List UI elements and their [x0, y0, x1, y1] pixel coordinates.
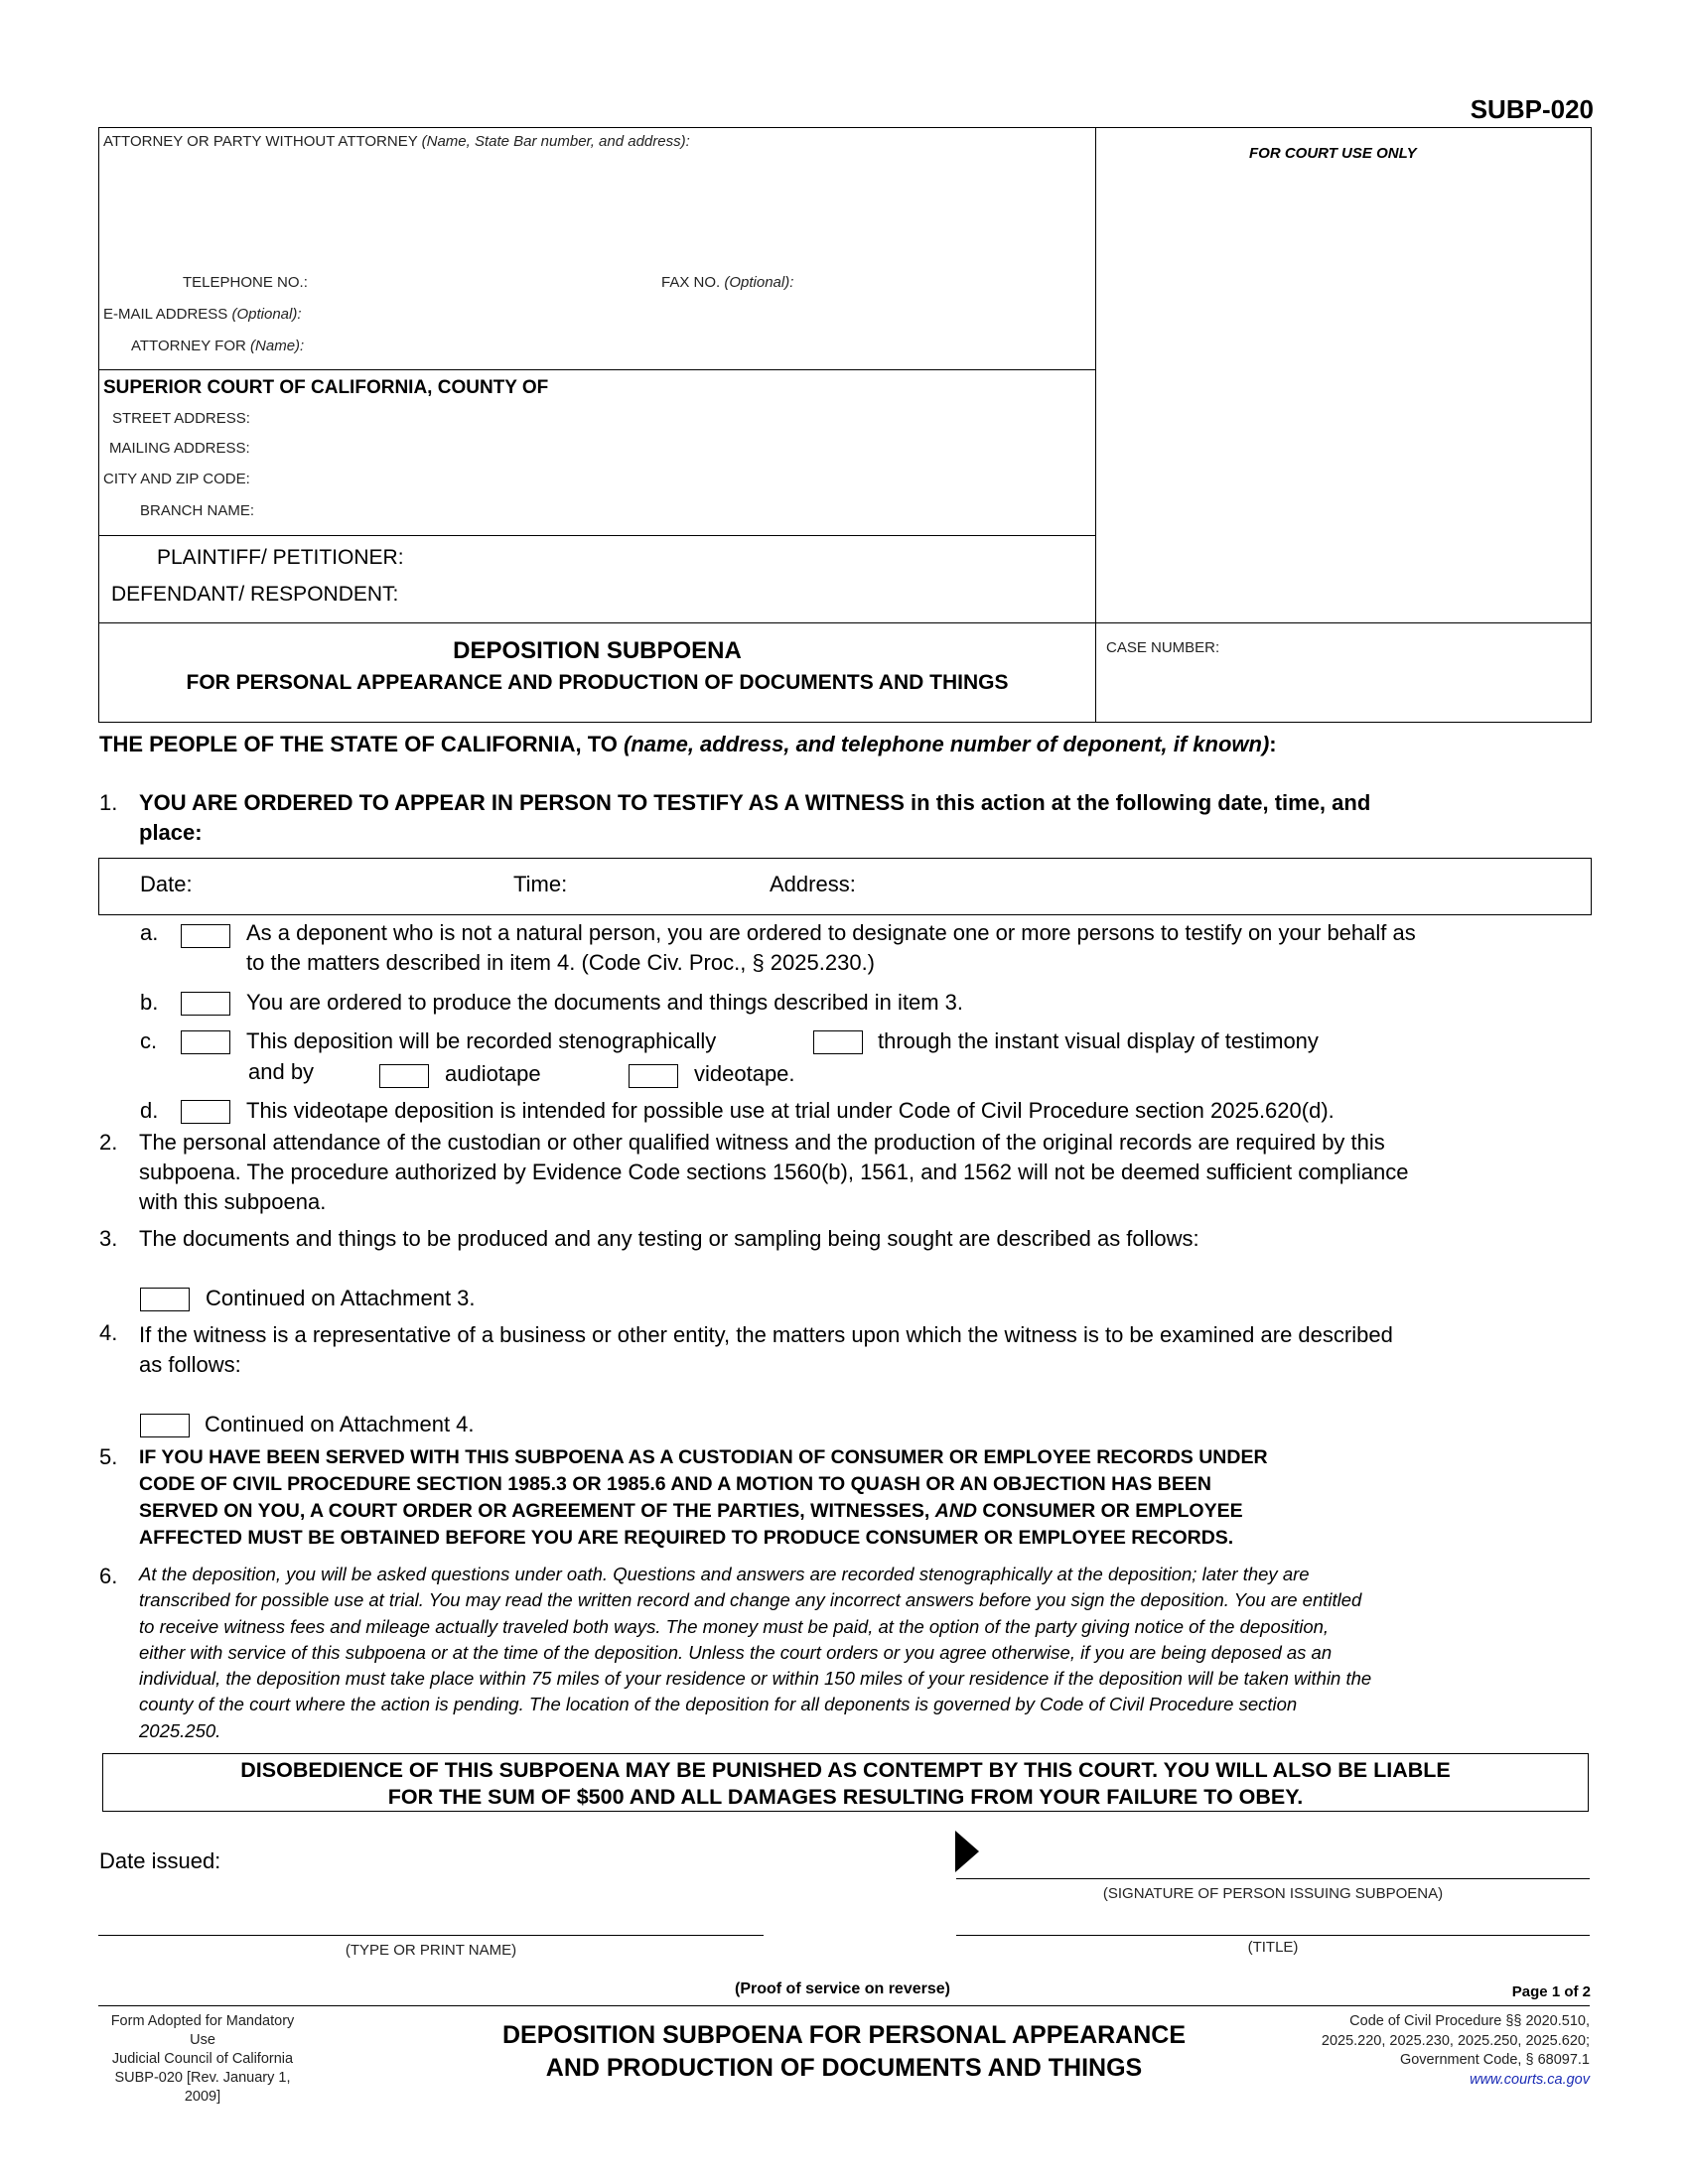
item1-number: 1.	[99, 790, 118, 815]
signature-label: (SIGNATURE OF PERSON ISSUING SUBPOENA)	[1102, 1885, 1444, 1902]
print-name-line[interactable]	[98, 1935, 764, 1936]
print-name-label: (TYPE OR PRINT NAME)	[345, 1942, 517, 1959]
item4-line1: If the witness is a representative of a business or other entity, the matters upon which the witness is to be examined are described	[139, 1322, 1393, 1347]
item6-text: At the deposition, you will be asked questions under oath. Questions and answers are recorded stenographically at the deposition; later they are transcribed for possible use at trial. You may read the written record and change any incorrect answers before you sign the deposition. You are entitled to receive witness fees and mileage actually traveled both ways. The money must be paid, at the option of the party giving notice of the deposition, either with service of this subpoena or at the time of the deposition. Unless the court orders or you agree otherwise, if you are being deposed as an individual, the deposition must take place within 75 miles of your residence or within 150 miles of your residence if the deposition will be taken within the county of the court where the action is pending. The location of the deposition for all deponents is governed by Code of Civil Procedure section 2025.250.	[139, 1564, 1372, 1741]
footer-divider	[98, 2005, 1590, 2006]
attorney-label: ATTORNEY OR PARTY WITHOUT ATTORNEY (Name, State Bar number, and address):	[103, 133, 690, 150]
date-label: Date:	[140, 872, 193, 896]
item4-number: 4.	[99, 1320, 118, 1345]
audiotape-label: audiotape	[445, 1061, 541, 1086]
item5-text: IF YOU HAVE BEEN SERVED WITH THIS SUBPOENA AS A CUSTODIAN OF CONSUMER OR EMPLOYEE RECORDS UNDER CODE OF CIVIL PROCEDURE SECTION 1985.3 OR 1985.6 AND A MOTION TO QUASH OR AN OBJECTION HAS BEEN SERVED ON YOU, A COURT ORDER OR AGREEMENT OF THE PARTIES, WITNESSES, AND CONSUMER OR EMPLOYEE AFFECTED MUST BE OBTAINED BEFORE YOU ARE REQUIRED TO PRODUCE CONSUMER OR EMPLOYEE RECORDS.	[139, 1446, 1268, 1549]
item4-line2: as follows:	[139, 1352, 241, 1377]
attachment3-checkbox[interactable]	[140, 1288, 190, 1311]
item1d-checkbox[interactable]	[181, 1100, 230, 1124]
item3-text: The documents and things to be produced and any testing or sampling being sought are described as follows:	[139, 1226, 1199, 1251]
videotape-checkbox[interactable]	[629, 1064, 678, 1088]
attachment4-checkbox[interactable]	[140, 1414, 190, 1437]
item1-line2: place:	[139, 820, 203, 845]
item2-line1: The personal attendance of the custodian or other qualified witness and the production of the original records are required by this	[139, 1130, 1385, 1155]
item1b-checkbox[interactable]	[181, 992, 230, 1016]
footer-title: DEPOSITION SUBPOENA FOR PERSONAL APPEARANCE AND PRODUCTION OF DOCUMENTS AND THINGS	[501, 2021, 1187, 2082]
date-issued-label: Date issued:	[99, 1848, 221, 1873]
item1c-checkbox[interactable]	[181, 1030, 230, 1054]
warning-text: DISOBEDIENCE OF THIS SUBPOENA MAY BE PUNISHED AS CONTEMPT BY THIS COURT. YOU WILL ALSO BE LIABLE FOR THE SUM OF $500 AND ALL DAMAGES RESULTING FROM YOUR FAILURE TO OBEY.	[240, 1758, 1451, 1809]
item1d-text: This videotape deposition is intended for possible use at trial under Code of Civil Procedure section 2025.620(d).	[246, 1098, 1335, 1123]
form-id: SUBP-020	[1470, 94, 1594, 124]
fax-label: FAX NO. (Optional):	[661, 274, 794, 291]
videotape-label: videotape.	[694, 1061, 795, 1086]
email-label: E-MAIL ADDRESS (Optional):	[103, 306, 302, 323]
item1a-checkbox[interactable]	[181, 924, 230, 948]
document-subtitle: FOR PERSONAL APPEARANCE AND PRODUCTION OF DOCUMENTS AND THINGS	[186, 671, 1009, 694]
instant-visual-checkbox[interactable]	[813, 1030, 863, 1054]
item2-line3: with this subpoena.	[139, 1189, 327, 1214]
title-line[interactable]	[956, 1935, 1590, 1936]
attorney-for-label: ATTORNEY FOR (Name):	[131, 338, 305, 354]
proof-of-service: (Proof of service on reverse)	[735, 1980, 950, 1997]
website-link[interactable]: www.courts.ca.gov	[1470, 2071, 1590, 2088]
document-title: DEPOSITION SUBPOENA	[453, 637, 742, 664]
item1a-letter: a.	[140, 920, 159, 945]
item3-number: 3.	[99, 1226, 118, 1251]
footer-left: Form Adopted for Mandatory Use Judicial Council of California SUBP-020 [Rev. January 1, 2009]	[110, 2013, 295, 2105]
header-frame	[98, 127, 1592, 723]
item2-number: 2.	[99, 1130, 118, 1155]
signature-arrow-icon	[955, 1831, 979, 1872]
item1b-text: You are ordered to produce the documents and things described in item 3.	[246, 990, 963, 1015]
and-by-text: and by	[248, 1059, 315, 1084]
time-label: Time:	[513, 872, 568, 896]
item1c-text: This deposition will be recorded stenographically	[246, 1028, 717, 1053]
item6-number: 6.	[99, 1564, 118, 1588]
item1a-line1: As a deponent who is not a natural person, you are ordered to designate one or more persons to testify on your behalf as	[246, 920, 1416, 945]
instant-visual-text: through the instant visual display of testimony	[878, 1028, 1319, 1053]
telephone-label: TELEPHONE NO.:	[183, 274, 308, 291]
case-number-label: CASE NUMBER:	[1106, 639, 1220, 656]
item1b-letter: b.	[140, 990, 159, 1015]
item1-line1: YOU ARE ORDERED TO APPEAR IN PERSON TO TESTIFY AS A WITNESS in this action at the following date, time, and	[139, 790, 1371, 815]
signature-line[interactable]	[956, 1878, 1590, 1879]
footer-right: Code of Civil Procedure §§ 2020.510, 2025.220, 2025.230, 2025.250, 2025.620; Government Code, § 68097.1 www.courts.ca.gov	[1322, 2012, 1590, 2090]
people-line: THE PEOPLE OF THE STATE OF CALIFORNIA, TO (name, address, and telephone number of deponent, if known):	[99, 732, 1277, 756]
title-label: (TITLE)	[1247, 1939, 1299, 1956]
city-label: CITY AND ZIP CODE:	[103, 471, 250, 487]
court-title: SUPERIOR COURT OF CALIFORNIA, COUNTY OF	[103, 377, 549, 398]
attachment4-label: Continued on Attachment 4.	[205, 1412, 475, 1436]
address-label: Address:	[770, 872, 856, 896]
attachment3-label: Continued on Attachment 3.	[206, 1286, 476, 1310]
item1d-letter: d.	[140, 1098, 159, 1123]
page-number: Page 1 of 2	[1511, 1983, 1591, 2000]
defendant-label: DEFENDANT/ RESPONDENT:	[111, 583, 399, 606]
branch-label: BRANCH NAME:	[140, 502, 255, 519]
item5-number: 5.	[99, 1444, 118, 1469]
plaintiff-label: PLAINTIFF/ PETITIONER:	[157, 546, 404, 569]
court-use-label: FOR COURT USE ONLY	[1249, 145, 1417, 162]
audiotape-checkbox[interactable]	[379, 1064, 429, 1088]
item2-line2: subpoena. The procedure authorized by Evidence Code sections 1560(b), 1561, and 1562 will not be deemed sufficient compliance	[139, 1160, 1409, 1184]
street-label: STREET ADDRESS:	[112, 410, 250, 427]
item1c-letter: c.	[140, 1028, 158, 1053]
mailing-label: MAILING ADDRESS:	[109, 440, 250, 457]
item1a-line2: to the matters described in item 4. (Code Civ. Proc., § 2025.230.)	[246, 950, 876, 975]
